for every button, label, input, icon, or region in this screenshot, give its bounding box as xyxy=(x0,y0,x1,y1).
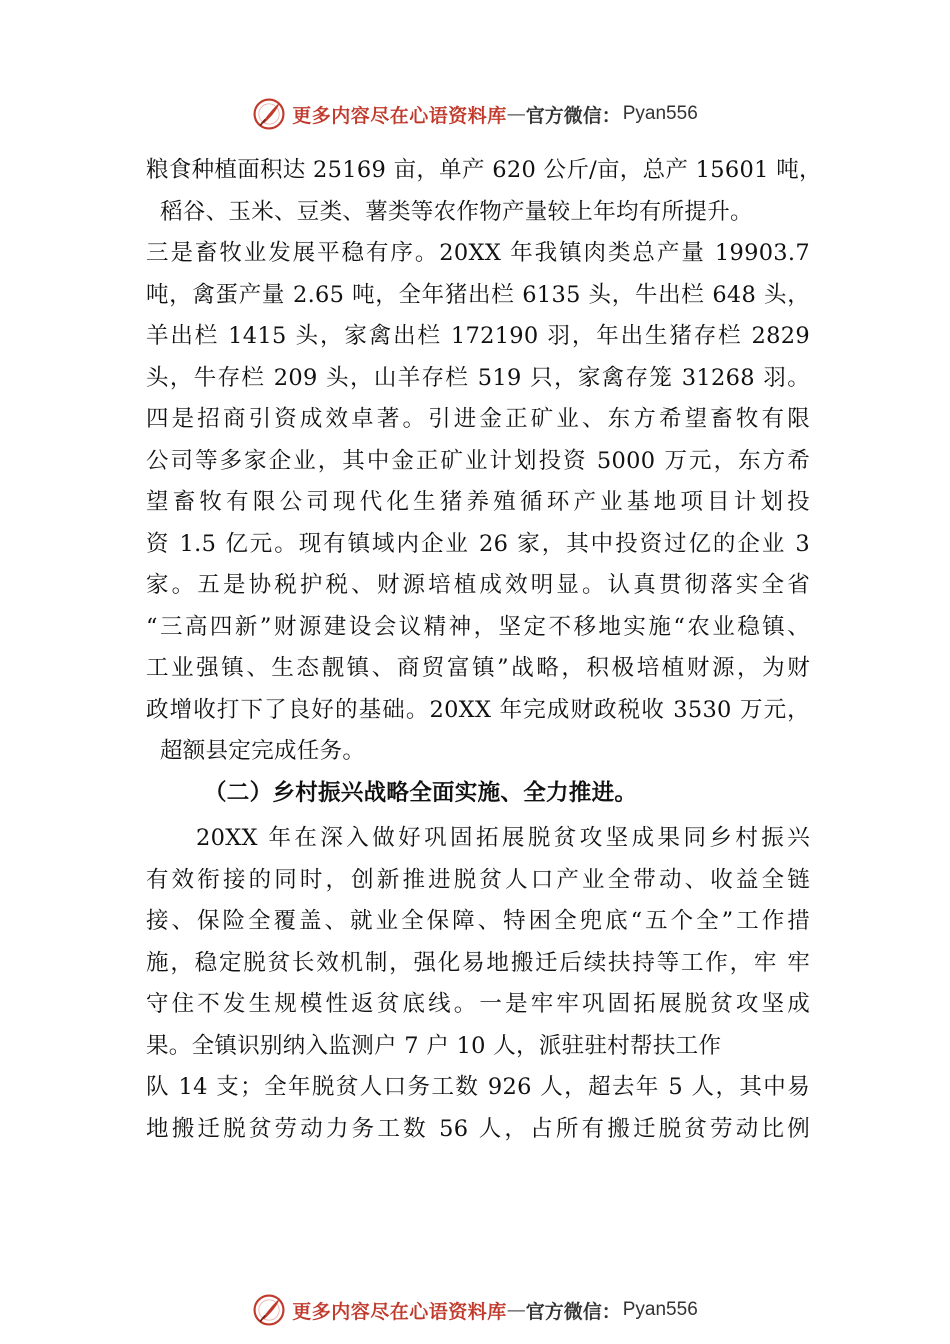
text-line: 守住不发生规模性返贫底线。一是牢牢巩固拓展脱贫攻坚成 xyxy=(146,991,810,1017)
text-line: 20XX 年在深入做好巩固拓展脱贫攻坚成果同乡村振兴 xyxy=(196,825,810,851)
text-line: “三高四新”财源建设会议精神，坚定不移地实施“农业稳镇、 xyxy=(146,613,810,640)
quill-logo-icon xyxy=(252,97,286,131)
banner-separator: — xyxy=(506,103,526,125)
text-line: 三是畜牧业发展平稳有序。20XX 年我镇肉类总产量 19903.7 xyxy=(146,240,810,266)
text-line: 公司等多家企业，其中金正矿业计划投资 5000 万元，东方希 xyxy=(146,447,810,474)
text-line: 资 1.5 亿元。现有镇域内企业 26 家，其中投资过亿的企业 3 xyxy=(146,530,810,557)
text-line: 施，稳定脱贫长效机制，强化易地搬迁后续扶持等工作，牢 牢 xyxy=(146,949,810,976)
banner-wechat-id: Pyan556 xyxy=(622,103,698,124)
text-line: 稻谷、玉米、豆类、薯类等农作物产量较上年均有所提升。 xyxy=(160,198,753,225)
text-line: 家。五是协税护税、财源培植成效明显。认真贯彻落实全省 xyxy=(146,572,810,598)
text-line: 队 14 支；全年脱贫人口务工数 926 人，超去年 5 人，其中易 xyxy=(146,1074,810,1100)
text-line: 四是招商引资成效卓著。引进金正矿业、东方希望畜牧有限 xyxy=(146,406,810,432)
text-line: 粮食种植面积达 25169 亩，单产 620 公斤/亩，总产 15601 吨， xyxy=(146,157,822,183)
text-line: 吨，禽蛋产量 2.65 吨，全年猪出栏 6135 头，牛出栏 648 头， xyxy=(146,281,810,308)
footer-banner xyxy=(0,1290,950,1330)
text-line: 望畜牧有限公司现代化生猪养殖循环产业基地项目计划投 xyxy=(146,489,810,515)
banner-wechat-label: 官方微信： xyxy=(525,104,621,127)
banner-title: 更多内容尽在心语资料库 xyxy=(292,1300,507,1323)
document-body xyxy=(146,150,822,1150)
text-line: 羊出栏 1415 头，家禽出栏 172190 羽，年出生猪存栏 2829 xyxy=(146,323,810,349)
text-line: 地搬迁脱贫劳动力务工数 56 人，占所有搬迁脱贫劳动比例 xyxy=(146,1115,810,1142)
banner-separator: — xyxy=(506,1299,526,1321)
header-banner xyxy=(0,94,950,134)
banner-wechat-id: Pyan556 xyxy=(622,1299,698,1320)
text-line: 果。全镇识别纳入监测户 7 户 10 人，派驻驻村帮扶工作 xyxy=(146,1032,722,1059)
quill-logo-icon xyxy=(252,1293,286,1327)
text-line: 头，牛存栏 209 头，山羊存栏 519 只，家禽存笼 31268 羽。 xyxy=(146,364,810,391)
banner-title: 更多内容尽在心语资料库 xyxy=(292,104,507,127)
text-line: 接、保险全覆盖、就业全保障、特困全兜底“五个全”工作措 xyxy=(146,908,810,934)
section-heading: （二）乡村振兴战略全面实施、全力推进。 xyxy=(204,779,638,806)
text-line: 工业强镇、生态靓镇、商贸富镇”战略，积极培植财源，为财 xyxy=(146,655,810,681)
text-line: 超额县定完成任务。 xyxy=(160,738,366,764)
text-line: 有效衔接的同时，创新推进脱贫人口产业全带动、收益全链 xyxy=(146,866,810,893)
banner-wechat-label: 官方微信： xyxy=(525,1300,621,1323)
text-line: 政增收打下了良好的基础。20XX 年完成财政税收 3530 万元， xyxy=(146,696,810,723)
